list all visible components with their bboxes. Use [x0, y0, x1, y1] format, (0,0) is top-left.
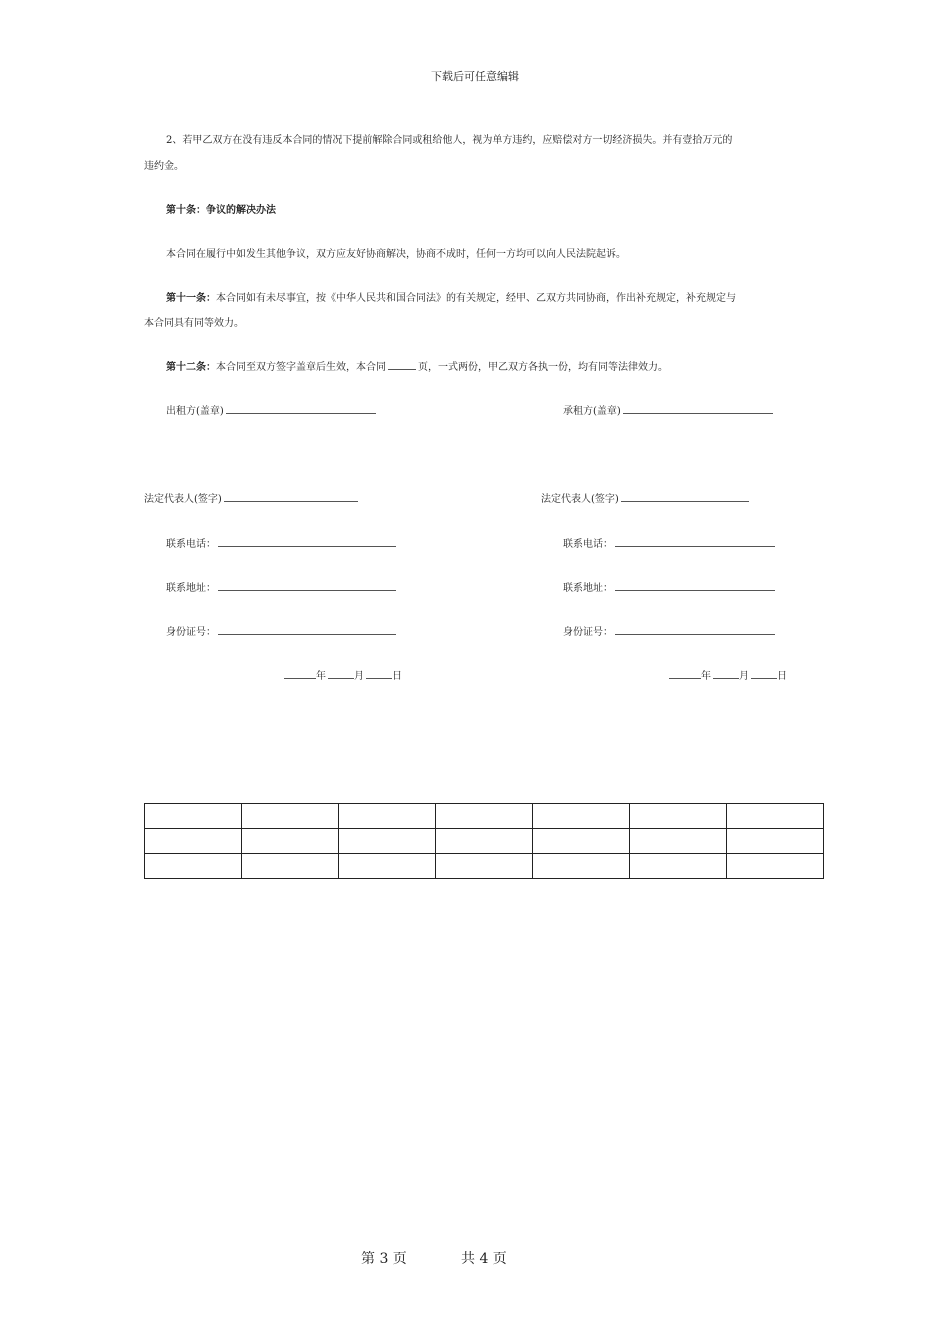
table-cell[interactable]: [242, 854, 339, 879]
penalty-clause-line1: 2、若甲乙双方在没有违反本合同的情况下提前解除合同或租给他人，视为单方违约，应赔偿对方一切经济损失。并有壹拾万元的: [166, 135, 733, 146]
lessee-day-blank[interactable]: [751, 668, 777, 679]
table-cell[interactable]: [436, 854, 533, 879]
table-cell[interactable]: [145, 829, 242, 854]
article11-line1: [166, 289, 736, 304]
lessor-legal-rep-blank[interactable]: [224, 491, 358, 502]
table-cell[interactable]: [630, 854, 727, 879]
lessee-legal-rep-label: 法定代表人(签字): [541, 494, 619, 505]
lessor-legal-rep-label: 法定代表人(签字): [144, 494, 222, 505]
table-cell[interactable]: [242, 829, 339, 854]
lessor-month-label: 月: [354, 671, 364, 682]
lessor-phone-label: 联系电话：: [166, 539, 216, 550]
table-cell[interactable]: [533, 804, 630, 829]
lessee-date-field: [669, 667, 787, 682]
lessor-date-field: [284, 667, 402, 682]
table-cell[interactable]: [727, 854, 824, 879]
article10-text: 本合同在履行中如发生其他争议，双方应友好协商解决，协商不成时，任何一方均可以向人民法院起诉。: [166, 249, 626, 260]
article10-heading: 第十条：争议的解决办法: [166, 205, 276, 216]
article12-text-before: 本合同至双方签字盖章后生效，本合同: [216, 362, 386, 373]
table-cell[interactable]: [727, 829, 824, 854]
table-cell[interactable]: [145, 804, 242, 829]
lessor-year-blank[interactable]: [284, 668, 316, 679]
article12-line: [166, 358, 668, 373]
lessor-id-field: [166, 623, 396, 638]
table-cell[interactable]: [145, 854, 242, 879]
lessor-id-label: 身份证号：: [166, 627, 216, 638]
lessor-day-blank[interactable]: [366, 668, 392, 679]
table-cell[interactable]: [630, 829, 727, 854]
table-cell[interactable]: [339, 804, 436, 829]
lessee-month-blank[interactable]: [713, 668, 739, 679]
article11-text-line1: 本合同如有未尽事宜，按《中华人民共和国合同法》的有关规定，经甲、乙双方共同协商，作出补充规定，补充规定与: [216, 293, 736, 304]
lessee-phone-field: [563, 535, 775, 550]
page-count-blank[interactable]: [388, 359, 416, 370]
lessee-phone-blank[interactable]: [615, 536, 775, 547]
lessee-month-label: 月: [739, 671, 749, 682]
lessee-id-blank[interactable]: [615, 624, 775, 635]
lessor-seal-field: [166, 402, 376, 417]
lessee-id-field: [563, 623, 775, 638]
lessor-phone-field: [166, 535, 396, 550]
lessee-year-blank[interactable]: [669, 668, 701, 679]
table-cell[interactable]: [630, 804, 727, 829]
lessor-month-blank[interactable]: [328, 668, 354, 679]
table-row: [145, 854, 824, 879]
lessor-id-blank[interactable]: [218, 624, 396, 635]
table-cell[interactable]: [533, 854, 630, 879]
lessor-seal-label: 出租方(盖章): [166, 406, 224, 417]
article12-text-after: 页，一式两份，甲乙双方各执一份，均有同等法律效力。: [418, 362, 668, 373]
lessor-address-field: [166, 579, 396, 594]
lessee-seal-field: [563, 402, 773, 417]
lessee-day-label: 日: [777, 671, 787, 682]
lessor-day-label: 日: [392, 671, 402, 682]
article12-heading: 第十二条：: [166, 362, 216, 373]
page-header-title: 下载后可任意编辑: [431, 70, 519, 83]
lessee-seal-label: 承租方(盖章): [563, 406, 621, 417]
lessee-seal-blank[interactable]: [623, 403, 773, 414]
article11-heading: 第十一条：: [166, 293, 216, 304]
table-cell[interactable]: [242, 804, 339, 829]
table-row: [145, 829, 824, 854]
lessor-phone-blank[interactable]: [218, 536, 396, 547]
lessee-legal-rep-blank[interactable]: [621, 491, 749, 502]
lessee-address-blank[interactable]: [615, 580, 775, 591]
lessor-year-label: 年: [316, 671, 326, 682]
footer-page-total: 共 4 页: [461, 1251, 507, 1267]
lessee-address-field: [563, 579, 775, 594]
lessee-phone-label: 联系电话：: [563, 539, 613, 550]
lessee-legal-rep-field: [541, 490, 749, 505]
table-row: [145, 804, 824, 829]
table-cell[interactable]: [533, 829, 630, 854]
lessee-id-label: 身份证号：: [563, 627, 613, 638]
lessor-legal-rep-field: [144, 490, 358, 505]
table-cell[interactable]: [727, 804, 824, 829]
lessee-year-label: 年: [701, 671, 711, 682]
blank-table: [144, 803, 824, 879]
table-cell[interactable]: [436, 829, 533, 854]
lessee-address-label: 联系地址：: [563, 583, 613, 594]
table-cell[interactable]: [339, 829, 436, 854]
lessor-seal-blank[interactable]: [226, 403, 376, 414]
table-cell[interactable]: [436, 804, 533, 829]
lessor-address-blank[interactable]: [218, 580, 396, 591]
table-cell[interactable]: [339, 854, 436, 879]
lessor-address-label: 联系地址：: [166, 583, 216, 594]
article11-text-line2: 本合同具有同等效力。: [144, 318, 244, 329]
footer-page-current: 第 3 页: [361, 1251, 407, 1267]
penalty-clause-line2: 违约金。: [144, 161, 184, 172]
